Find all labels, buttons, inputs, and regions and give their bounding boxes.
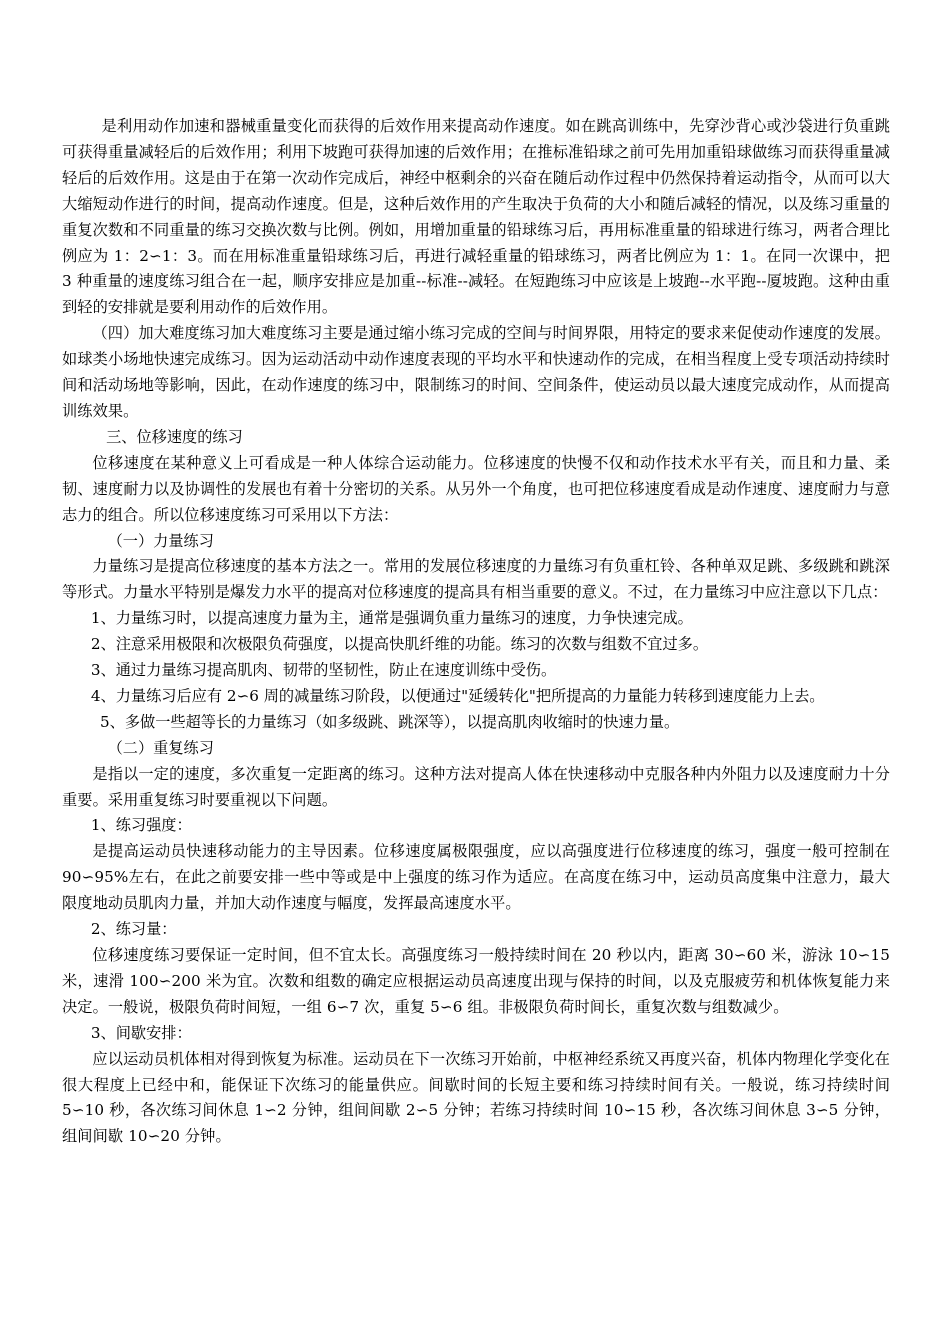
subheading-repetition-training: （二）重复练习 bbox=[107, 738, 214, 757]
paragraph-rest: 应以运动员机体相对得到恢复为标准。运动员在下一次练习开始前，中枢神经系统又再度兴奋，机体内物理化学变化在很大程度上已经中和，能保证下次练习的能量供应。间歇时间的长短主要和练习持续时间有关。一般说，练习持续时间 5∽10 秒，各次练习间休息 1∽2 分钟，组间间歇 2∽5 分钟；若练习持续时间 10∽15 秒，各次练习间休息 3∽5 分钟，组间间歇 10∽20 分钟。 bbox=[62, 1049, 890, 1146]
paragraph-displacement-intro: 位移速度在某种意义上可看成是一种人体综合运动能力。位移速度的快慢不仅和动作技术水平有关，而且和力量、柔韧、速度耐力以及协调性的发展也有着十分密切的关系。从另外一个角度，也可把位移速度看成是动作速度、速度耐力与意志力的组合。所以位移速度练习可采用以下方法： bbox=[62, 453, 890, 524]
list-item-3: 3、通过力量练习提高肌肉、韧带的坚韧性，防止在速度训练中受伤。 bbox=[90, 661, 557, 680]
paragraph-aftereffect: 是利用动作加速和器械重量变化而获得的后效作用来提高动作速度。如在跳高训练中，先穿沙背心或沙袋进行负重跳可获得重量减轻后的后效作用；利用下坡跑可获得加速的后效作用；在推标准铅球之前可先用加重铅球做练习而获得重量减轻后的后效作用。这是由于在第一次动作完成后，神经中枢剩余的兴奋在随后动作过程中仍然保持着运动指令，从而可以大大缩短动作进行的时间，提高动作速度。但是，这种后效作用的产生取决于负荷的大小和随后减轻的情况，以及练习重量的重复次数和不同重量的练习交换次数与比例。例如，用增加重量的铅球练习后，再用标准重量的铅球进行练习，两者合理比例应为 1：2∽1：3。而在用标准重量铅球练习后，再进行减轻重量的铅球练习，两者比例应为 1：1。在同一次课中，把 3 种重量的速度练习组合在一起，顺序安排应是加重--标准--减轻。在短跑练习中应该是上坡跑--水平跑--厦坡跑。这种由重到轻的安排就是要利用动作的后效作用。 bbox=[62, 117, 890, 317]
list-item-1: 1、力量练习时，以提高速度力量为主，通常是强调负重力量练习的速度，力争快速完成。 bbox=[90, 609, 693, 628]
list-item-4: 4、力量练习后应有 2∽6 周的减量练习阶段，以便通过"延缓转化"把所提高的力量能力转移到速度能力上去。 bbox=[90, 686, 825, 705]
paragraph-difficulty-training: （四）加大难度练习加大难度练习主要是通过缩小练习完成的空间与时间界限，用特定的要求来促使动作速度的发展。如球类小场地快速完成练习。因为运动活动中动作速度表现的平均水平和快速动作的完成，在相当程度上受专项活动持续时间和活动场地等影响，因此，在动作速度的练习中，限制练习的时间、空间条件，使运动员以最大速度完成动作，从而提高训练效果。 bbox=[62, 324, 890, 420]
subheading-rest: 3、间歇安排： bbox=[90, 1023, 192, 1042]
subheading-intensity: 1、练习强度： bbox=[90, 816, 192, 835]
paragraph-volume: 位移速度练习要保证一定时间，但不宜太长。高强度练习一般持续时间在 20 秒以内，距离 30∽60 米，游泳 10∽15 米，速滑 100∽200 米为宜。次数和组数的确定应根据运动员高速度出现与保持的时间，以及克服疲劳和机体恢复能力来决定。一般说，极限负荷时间短，一组 6∽7 次，重复 5∽6 组。非极限负荷时间长，重复次数与组数减少。 bbox=[62, 946, 890, 1016]
document-page bbox=[62, 114, 890, 1150]
paragraph-intensity: 是提高运动员快速移动能力的主导因素。位移速度属极限强度，应以高强度进行位移速度的练习，强度一般可控制在 90∽95%左右，在此之前要安排一些中等或是中上强度的练习作为适应。在高度在练习中，运动员高度集中注意力，最大限度地动员肌肉力量，并加大动作速度与幅度，发挥最高速度水平。 bbox=[62, 842, 890, 913]
list-item-5: 5、多做一些超等长的力量练习（如多级跳、跳深等），以提高肌肉收缩时的快速力量。 bbox=[100, 712, 680, 731]
paragraph-repetition-intro: 是指以一定的速度，多次重复一定距离的练习。这种方法对提高人体在快速移动中克服各种内外阻力以及速度耐力十分重要。采用重复练习时要重视以下问题。 bbox=[62, 764, 890, 809]
subheading-strength-training: （一）力量练习 bbox=[107, 531, 214, 550]
paragraph-strength-intro: 力量练习是提高位移速度的基本方法之一。常用的发展位移速度的力量练习有负重杠铃、各种单双足跳、多级跳和跳深等形式。力量水平特别是爆发力水平的提高对位移速度的提高具有相当重要的意义。不过，在力量练习中应注意以下几点： bbox=[62, 557, 890, 602]
subheading-volume: 2、练习量： bbox=[90, 920, 177, 939]
list-item-2: 2、注意采用极限和次极限负荷强度，以提高快肌纤维的功能。练习的次数与组数不宜过多。 bbox=[90, 635, 709, 654]
section-heading-displacement-speed: 三、位移速度的练习 bbox=[106, 427, 243, 446]
